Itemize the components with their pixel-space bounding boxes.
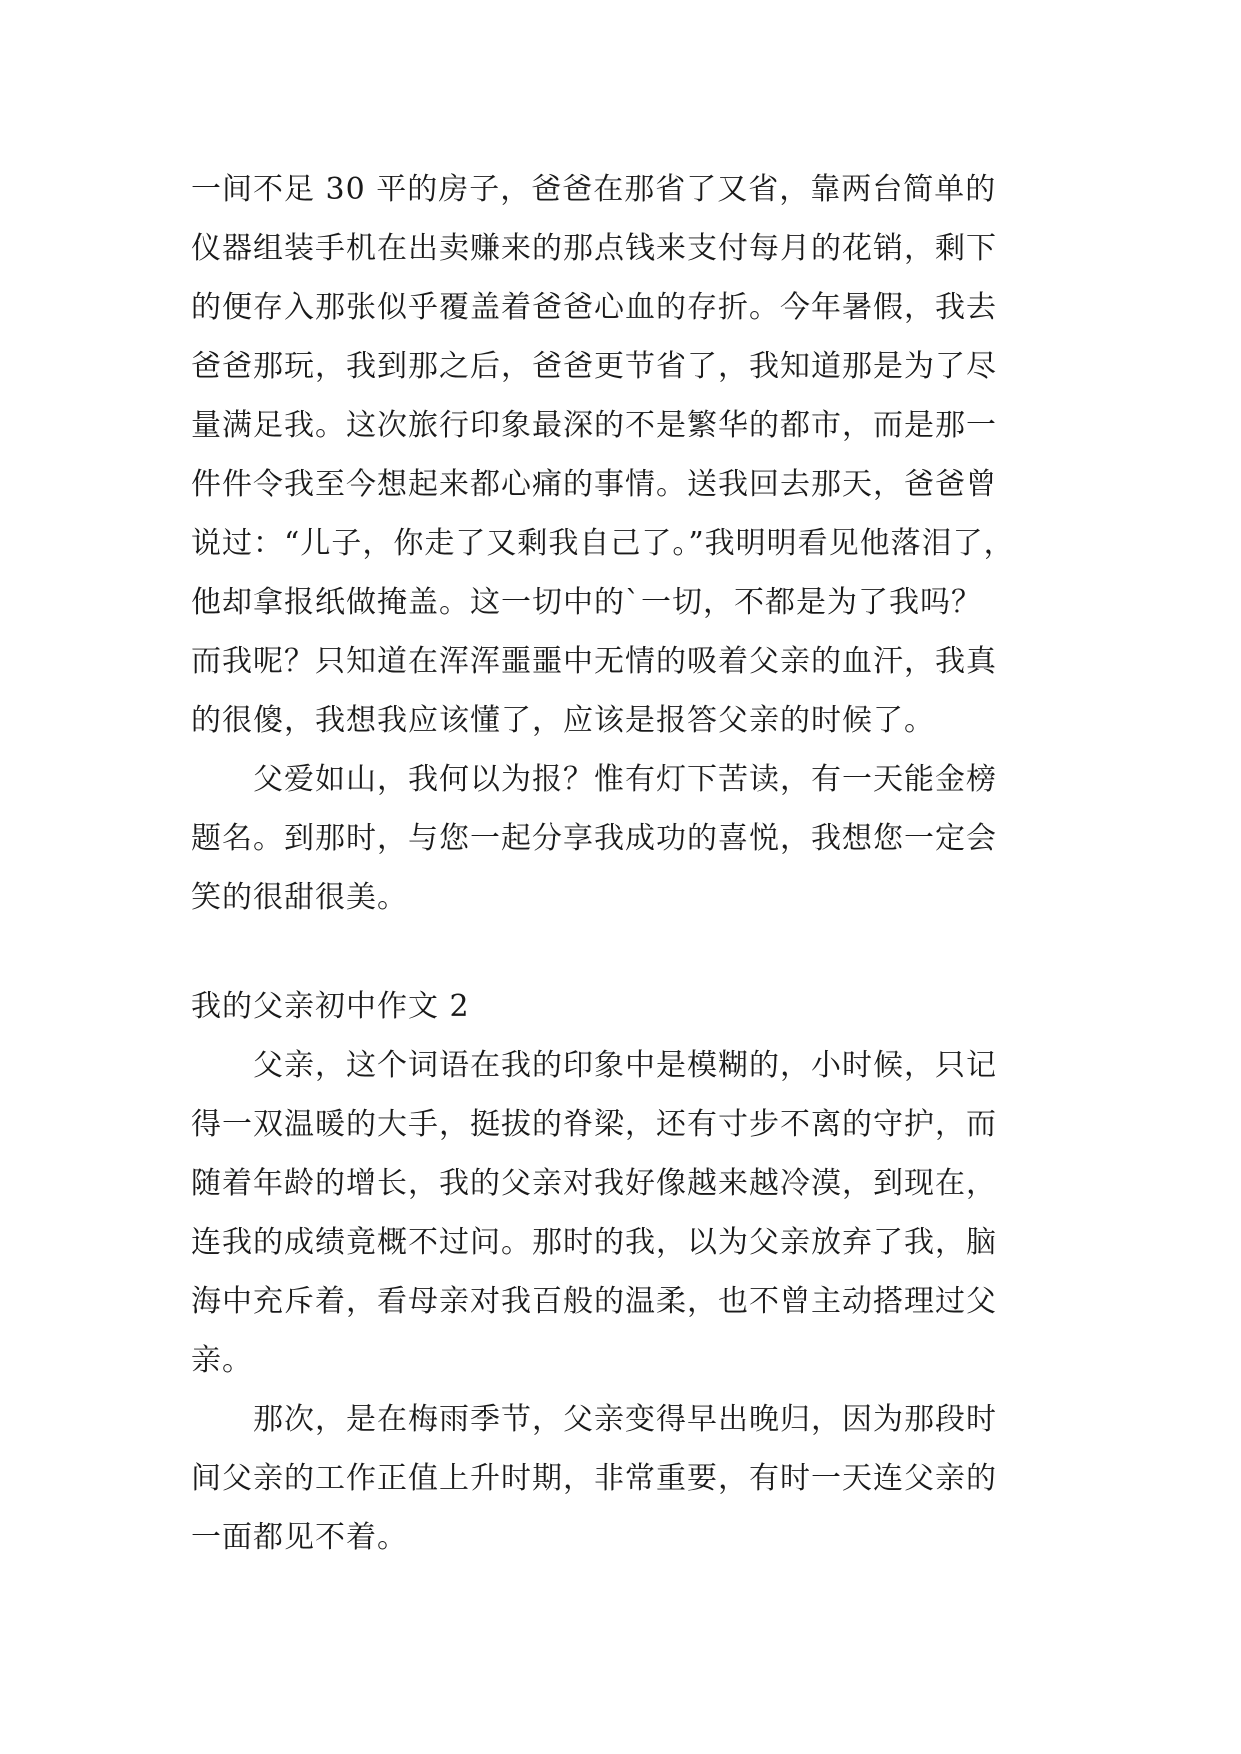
- paragraph-conclusion: 父爱如山，我何以为报？惟有灯下苦读，有一天能金榜 题名。到那时，与您一起分享我成功的喜悦，我想您一定会 笑的很甜很美。: [191, 762, 997, 915]
- paragraph-father-intro: 父亲，这个词语在我的印象中是模糊的，小时候，只记 得一双温暖的大手，挺拔的脊梁，还有寸步不离的守护，而 随着年龄的增长，我的父亲对我好像越来越冷漠，到现在， 连我的成绩竟概不过问。那时的我，以为父亲放弃了我，脑 海中充斥着，看母亲对我百般的温柔，也不曾主动搭理过父 亲。: [191, 1048, 997, 1378]
- document-body: [191, 160, 1051, 1567]
- section-title: 我的父亲初中作文 2: [191, 989, 470, 1024]
- paragraph-continued-story: 一间不足 30 平的房子，爸爸在那省了又省，靠两台简单的 仪器组装手机在出卖赚来的那点钱来支付每月的花销，剩下 的便存入那张似乎覆盖着爸爸心血的存折。今年暑假，我去 爸爸那玩，我到那之后，爸爸更节省了，我知道那是为了尽 量满足我。这次旅行印象最深的不是繁华的都市，而是那一 件件令我至今想起来都心痛的事情。送我回去那天，爸爸曾 说过：“儿子，你走了又剩我自己了。”我明明看见他落泪了， 他却拿报纸做掩盖。这一切中的`一切，不都是为了我吗？ 而我呢？只知道在浑浑噩噩中无情的吸着父亲的血汗，我真 的很傻，我想我应该懂了，应该是报答父亲的时候了。: [191, 172, 1015, 738]
- paragraph-rainy-season: 那次，是在梅雨季节，父亲变得早出晚归，因为那段时 间父亲的工作正值上升时期，非常重要，有时一天连父亲的 一面都见不着。: [191, 1402, 997, 1555]
